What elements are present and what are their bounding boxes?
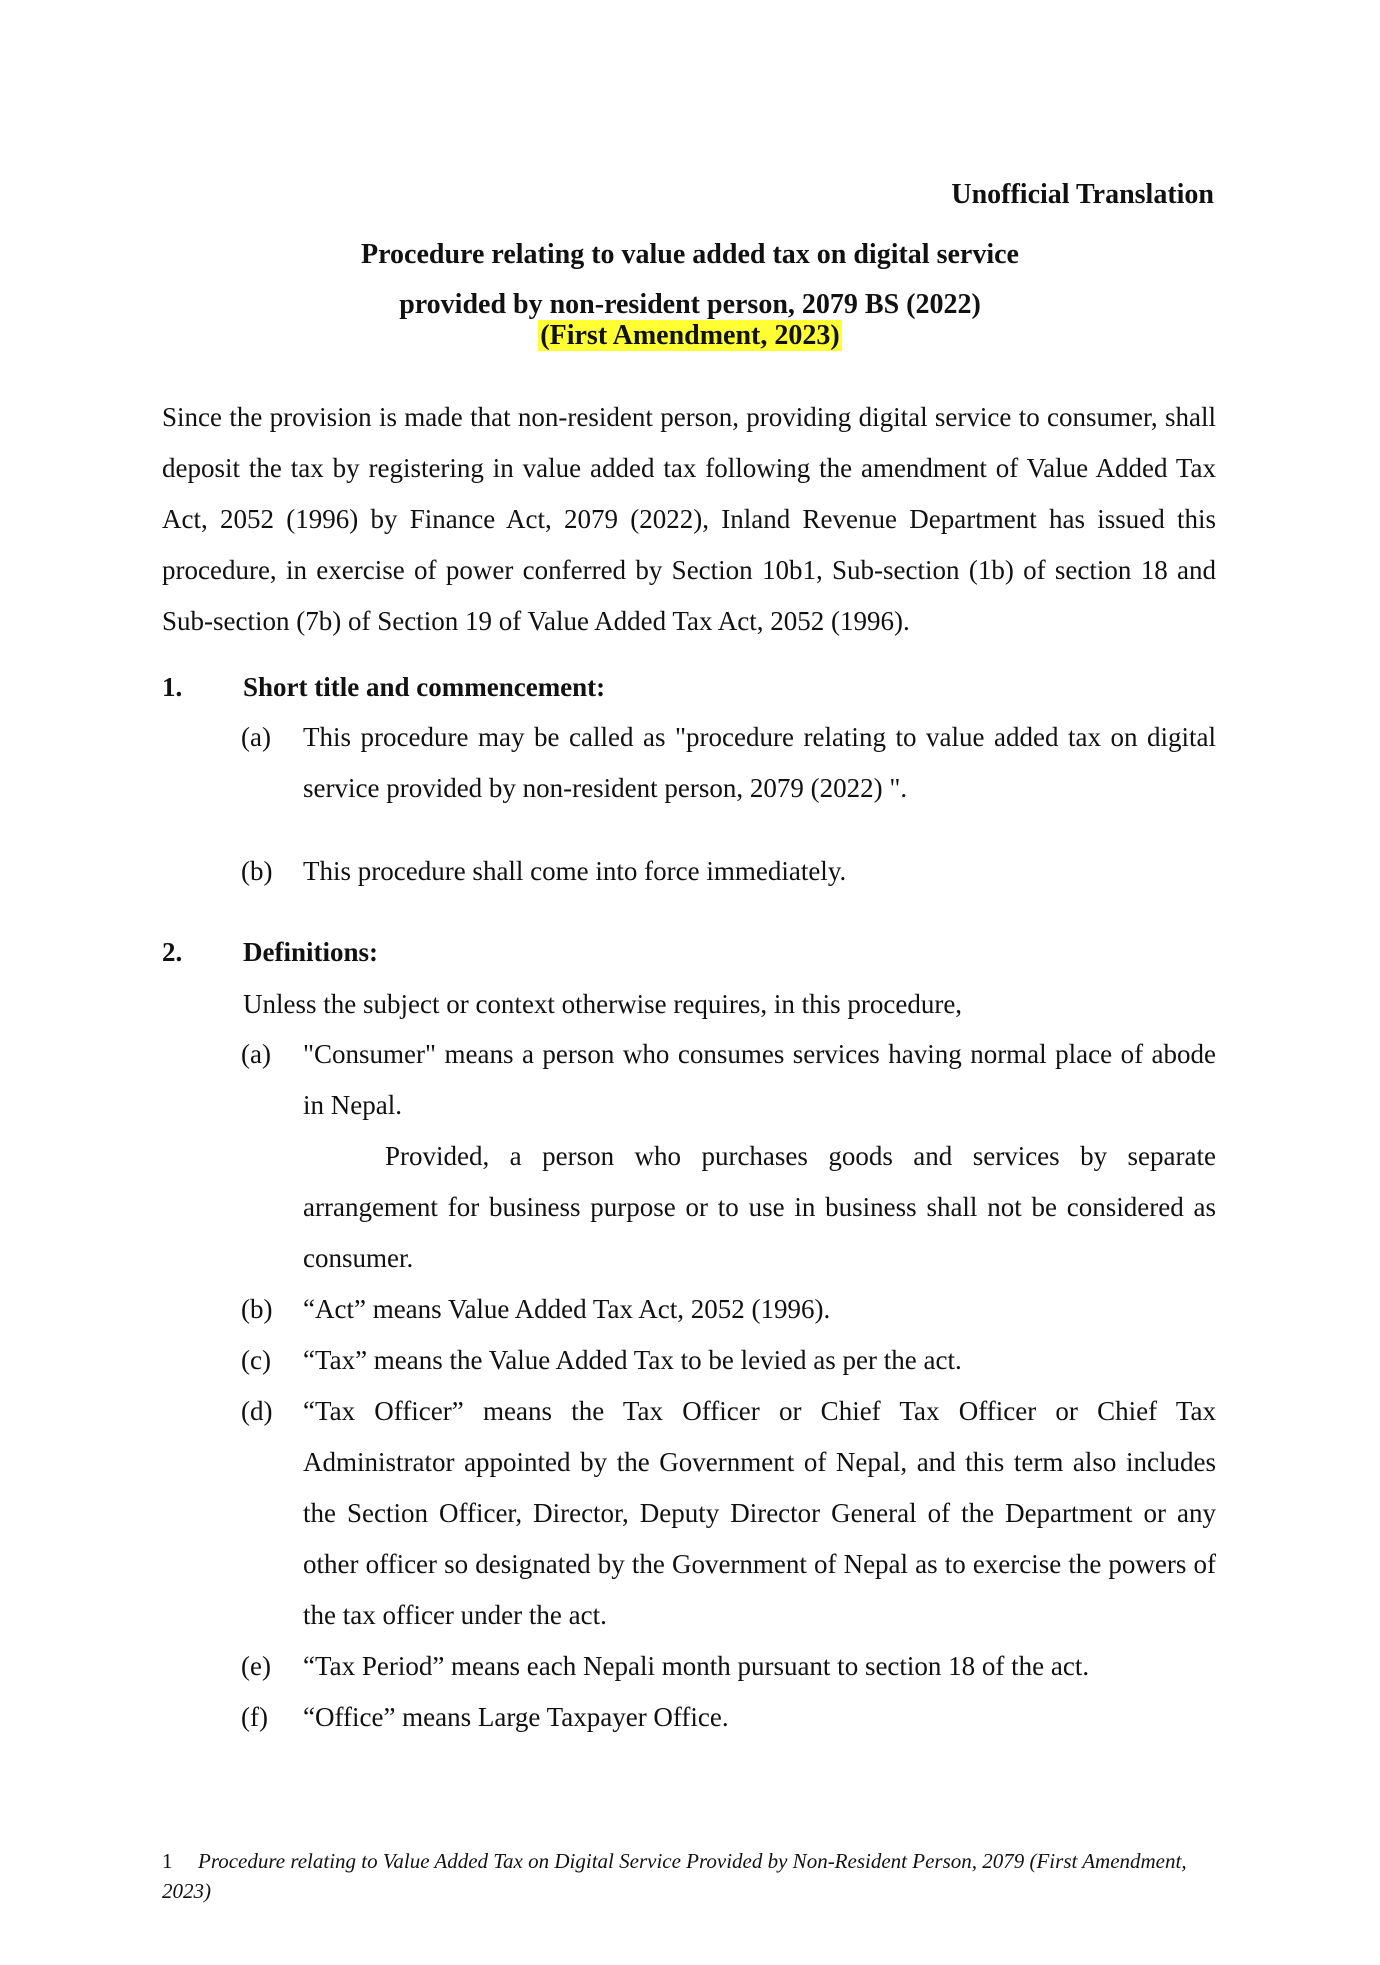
title-line-1: Procedure relating to value added tax on digital service	[361, 239, 1019, 270]
section-2-item-a	[241, 1029, 1216, 1131]
item-label: (b)	[241, 856, 273, 886]
item-label: (d)	[241, 1396, 273, 1426]
intro-paragraph: Since the provision is made that non-resident person, providing digital service to consumer, shall deposit the tax by registering in value added tax following the amendment of Value Added Tax Act, 2052 (1996) by Finance Act, 2079 (2022), Inland Revenue Department has issued this procedure, in exercise of power conferred by Section 10b1, Sub-section (1b) of section 18 and Sub-section (7b) of Section 19 of Value Added Tax Act, 2052 (1996).	[162, 402, 1216, 636]
item-label: (a)	[241, 722, 271, 752]
unofficial-translation-label: Unofficial Translation	[951, 179, 1214, 210]
section-2-item-d	[241, 1386, 1216, 1641]
item-text: “Tax Officer” means the Tax Officer or Chief Tax Officer or Chief Tax Administrator appointed by the Government of Nepal, and this term also includes the Section Officer, Director, Deputy Director General of the Department or any other officer so designated by the Government of Nepal as to exercise the powers of the tax officer under the act.	[303, 1396, 1216, 1630]
item-label: (a)	[241, 1039, 271, 1069]
amendment-line	[0, 320, 1380, 352]
section-2-item-f	[241, 1692, 1216, 1743]
document-title	[0, 230, 1380, 352]
section-1-number: 1.	[162, 672, 183, 702]
item-label: (e)	[241, 1651, 271, 1681]
section-2-number: 2.	[162, 937, 183, 967]
item-text: “Office” means Large Taxpayer Office.	[303, 1702, 729, 1732]
item-text: “Act” means Value Added Tax Act, 2052 (1996).	[303, 1294, 831, 1324]
section-2-item-b	[241, 1284, 1216, 1335]
item-text: This procedure shall come into force immediately.	[303, 856, 847, 886]
section-2-item-e	[241, 1641, 1216, 1692]
section-1-title: Short title and commencement:	[243, 672, 606, 702]
section-2-heading	[162, 932, 378, 972]
item-label: (c)	[241, 1345, 271, 1375]
section-1-heading	[162, 667, 605, 707]
item-text: “Tax Period” means each Nepali month pursuant to section 18 of the act.	[303, 1651, 1090, 1681]
item-label: (f)	[241, 1702, 268, 1732]
item-text: “Tax” means the Value Added Tax to be levied as per the act.	[303, 1345, 962, 1375]
item-text: This procedure may be called as "procedure relating to value added tax on digital service provided by non-resident person, 2079 (2022) ".	[303, 722, 1216, 803]
section-1-item-b	[241, 846, 1216, 897]
item-text: "Consumer" means a person who consumes services having normal place of abode in Nepal.	[303, 1039, 1216, 1120]
section-2-title: Definitions:	[243, 937, 378, 967]
title-line-2: provided by non-resident person, 2079 BS (2022)	[399, 289, 981, 320]
section-2-lead: Unless the subject or context otherwise requires, in this procedure,	[243, 989, 963, 1019]
footer-text: Procedure relating to Value Added Tax on Digital Service Provided by Non-Resident Person, 2079 (First Amendment, 2023)	[162, 1849, 1187, 1903]
section-1-item-a	[241, 712, 1216, 814]
item-label: (b)	[241, 1294, 273, 1324]
page-number: 1	[162, 1849, 173, 1873]
section-2-item-c	[241, 1335, 1216, 1386]
page-footer	[162, 1846, 1216, 1906]
amendment-highlight: (First Amendment, 2023)	[540, 320, 840, 351]
section-2-proviso: Provided, a person who purchases goods and services by separate arrangement for business purpose or to use in business shall not be considered as consumer.	[303, 1141, 1216, 1273]
